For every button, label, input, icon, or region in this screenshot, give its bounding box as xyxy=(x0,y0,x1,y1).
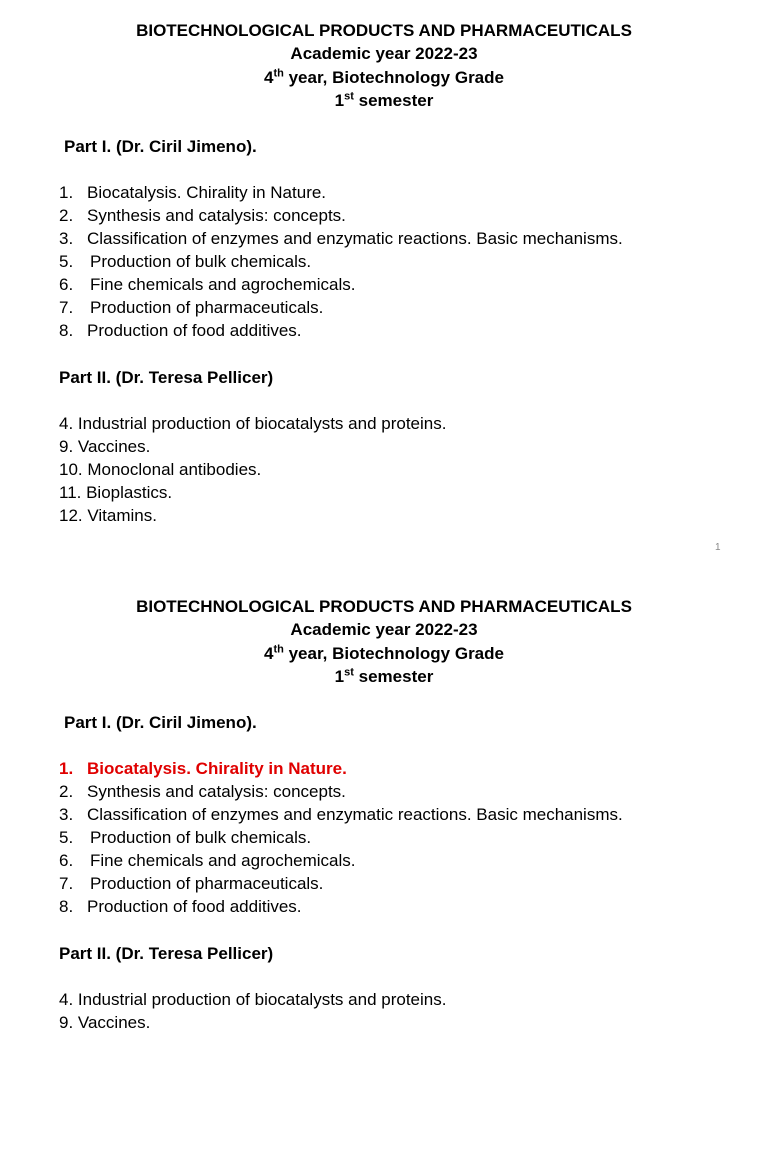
list-item: 9. Vaccines. xyxy=(59,1013,151,1032)
list-item: 6. Fine chemicals and agrochemicals. xyxy=(59,851,356,870)
list-item: 5. Production of bulk chemicals. xyxy=(59,252,312,271)
list-item: 1. Biocatalysis. Chirality in Nature. xyxy=(59,183,327,202)
list-item: 9. Vaccines. xyxy=(59,437,151,456)
year-grade: 4th year, Biotechnology Grade xyxy=(264,643,504,663)
list-item: 10. Monoclonal antibodies. xyxy=(59,460,262,479)
list-item: 8. Production of food additives. xyxy=(59,321,302,340)
list-item: 4. Industrial production of biocatalysts and proteins. xyxy=(59,990,447,1009)
slide-2 xyxy=(0,576,768,1152)
part2-heading: Part II. (Dr. Teresa Pellicer) xyxy=(59,944,274,963)
list-item: 7. Production of pharmaceuticals. xyxy=(59,298,324,317)
part2-heading: Part II. (Dr. Teresa Pellicer) xyxy=(59,368,274,387)
part1-heading: Part I. (Dr. Ciril Jimeno). xyxy=(64,713,257,732)
page-number: 1 xyxy=(715,542,721,553)
list-item: 7. Production of pharmaceuticals. xyxy=(59,874,324,893)
academic-year: Academic year 2022-23 xyxy=(290,620,478,639)
list-item-highlighted: 1. Biocatalysis. Chirality in Nature. xyxy=(59,759,347,778)
list-item: 2. Synthesis and catalysis: concepts. xyxy=(59,206,346,225)
doc-title: BIOTECHNOLOGICAL PRODUCTS AND PHARMACEUTICALS xyxy=(136,597,632,616)
doc-title: BIOTECHNOLOGICAL PRODUCTS AND PHARMACEUTICALS xyxy=(136,21,632,40)
list-item: 8. Production of food additives. xyxy=(59,897,302,916)
semester: 1st semester xyxy=(334,666,434,686)
list-item: 6. Fine chemicals and agrochemicals. xyxy=(59,275,356,294)
part1-heading: Part I. (Dr. Ciril Jimeno). xyxy=(64,137,257,156)
academic-year: Academic year 2022-23 xyxy=(290,44,478,63)
list-item: 12. Vitamins. xyxy=(59,506,157,525)
list-item: 3. Classification of enzymes and enzymatic reactions. Basic mechanisms. xyxy=(59,805,623,824)
list-item: 2. Synthesis and catalysis: concepts. xyxy=(59,782,346,801)
list-item: 4. Industrial production of biocatalysts and proteins. xyxy=(59,414,447,433)
semester: 1st semester xyxy=(334,90,434,110)
list-item: 3. Classification of enzymes and enzymatic reactions. Basic mechanisms. xyxy=(59,229,623,248)
list-item: 11. Bioplastics. xyxy=(59,483,173,502)
year-grade: 4th year, Biotechnology Grade xyxy=(264,67,504,87)
list-item: 5. Production of bulk chemicals. xyxy=(59,828,312,847)
